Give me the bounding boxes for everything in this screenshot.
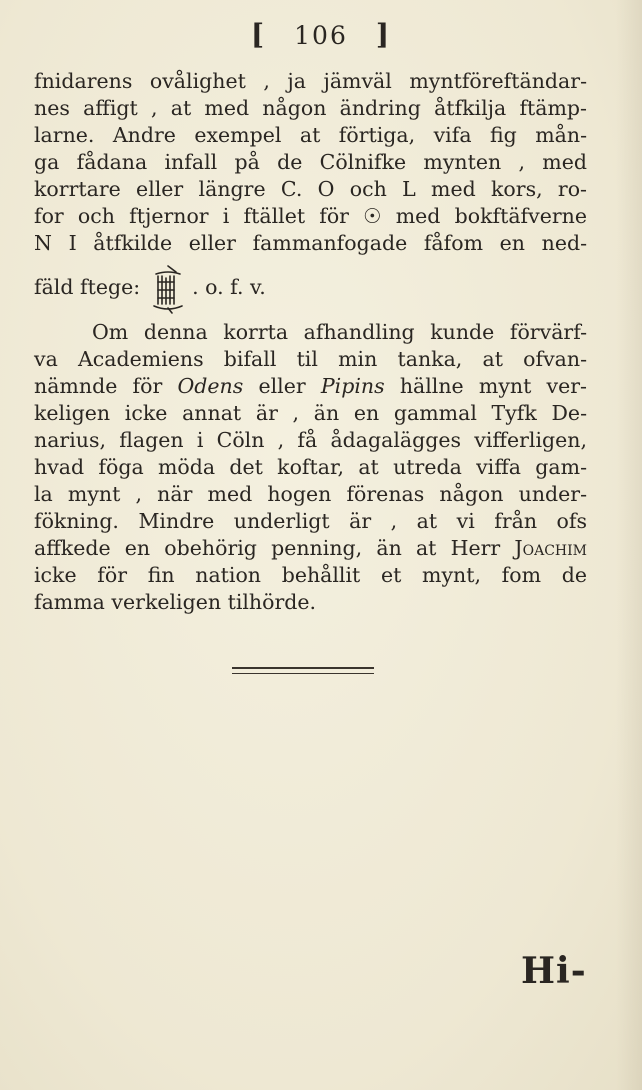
text-line: keligen icke annat är , än en gammal Tyfk De-: [34, 401, 587, 425]
text-fragment: affkede en obehörig penning, än at Herr: [34, 536, 501, 560]
page-number: 106: [294, 21, 348, 50]
text-line: Om denna korrta afhandling kunde förvärf-: [92, 320, 587, 344]
catchword: Hi-: [521, 950, 587, 992]
small-caps-name-joachim: Joachim: [514, 536, 587, 560]
text-fragment: . o. f. v.: [192, 275, 266, 299]
text-line: larne. Andre exempel at förtiga, vifa fig mån-: [34, 123, 587, 147]
paragraph-1-last-line: [34, 262, 266, 312]
text-fragment: eller: [258, 374, 306, 398]
text-line: [34, 535, 587, 562]
paragraph-2: [34, 319, 587, 616]
text-line: korrtare eller längre C. O och L med kors, ro-: [34, 177, 587, 201]
text-fragment: nämnde för: [34, 374, 163, 398]
text-line: fnidarens ovålighet , ja jämväl myntföreftändar-: [34, 69, 587, 93]
text-line: nes affigt , at med någon ändring åtfkilja ftämp-: [34, 96, 587, 120]
text-fragment: hällne mynt ver-: [399, 374, 587, 398]
page-gutter-shade: [616, 0, 642, 1090]
page-header: [0, 18, 642, 51]
text-line: la mynt , när med hogen förenas någon under-: [34, 482, 587, 506]
text-line: hvad föga möda det koftar, at utreda viffa gam-: [34, 455, 587, 479]
bracket-right: ]: [375, 18, 392, 51]
bracket-left: [: [250, 18, 267, 51]
text-line: [34, 373, 587, 400]
text-line: for och ftjernor i ftället för ☉ med bokftäfverne: [34, 204, 587, 228]
text-line: fökning. Mindre underligt är , at vi från ofs: [34, 509, 587, 533]
text-line: narius, flagen i Cöln , få ådagalägges vifferligen,: [34, 428, 587, 452]
text-line: N I åtfkilde eller fammanfogade fåfom en ned-: [34, 231, 587, 255]
italic-name-odens: Odens: [177, 374, 244, 398]
text-line: famma verkeligen tilhörde.: [34, 590, 317, 614]
italic-name-pipins: Pipins: [320, 374, 385, 398]
ni-monogram-icon: [148, 264, 188, 314]
text-line: va Academiens bifall til min tanka, at ofvan-: [34, 347, 587, 371]
section-divider-rule: [232, 667, 374, 674]
text-fragment: fäld ftege:: [34, 275, 141, 299]
paragraph-1: [34, 68, 587, 257]
text-line: icke för fin nation behållit et mynt, fom de: [34, 563, 587, 587]
text-line: ga fådana infall på de Cölnifke mynten , med: [34, 150, 587, 174]
